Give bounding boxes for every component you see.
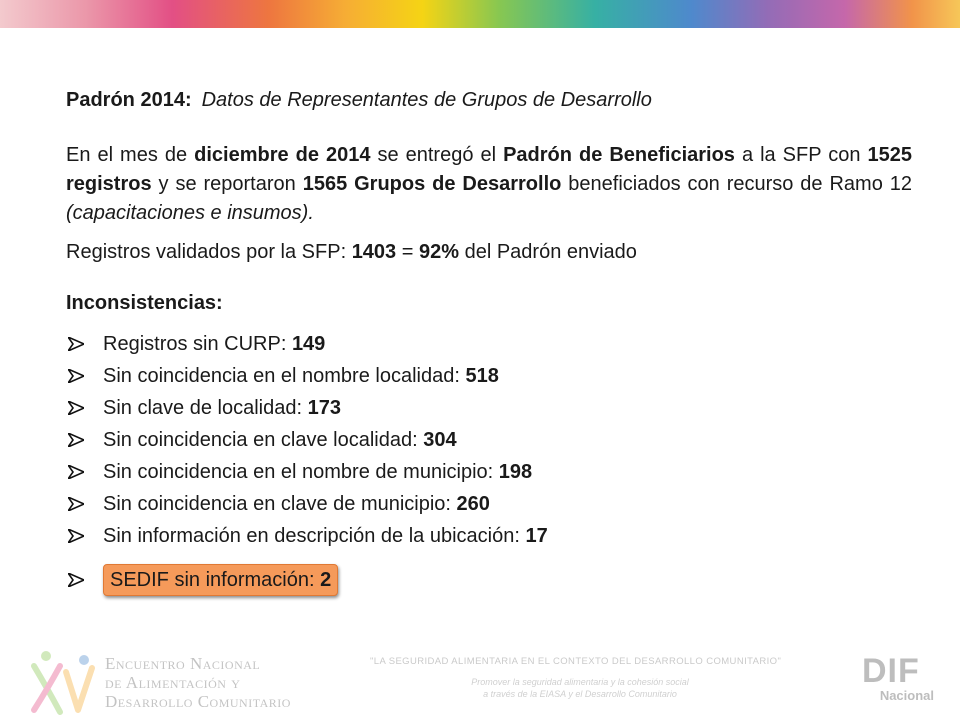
item-value: 17 [525,525,548,547]
validated-suffix: del Padrón enviado [459,241,637,263]
slogan-sub-line-2: a través de la EIASA y el Desarrollo Comunitario [483,689,677,699]
item-label: Sin coincidencia en el nombre localidad: [103,365,466,387]
top-color-band [0,0,960,28]
validated-equals: = [396,241,419,263]
paragraph-bold-registros: 1525 registros [66,144,912,195]
footer-slogan: "LA SEGURIDAD ALIMENTARIA EN EL CONTEXTO DEL DESARROLLO COMUNITARIO" [370,656,782,667]
paragraph-bold-grupos: 1565 Grupos de Desarrollo [302,173,562,195]
list-item-highlighted [66,564,912,596]
paragraph-italic-note: (capacitaciones e insumos). [66,202,314,224]
arrow-bullet-icon [66,520,88,552]
inconsistencies-list [66,328,912,596]
event-line-3: Desarrollo Comunitario [105,692,291,711]
item-value: 518 [465,365,499,387]
slide-content [66,86,912,596]
validated-records-line [66,238,912,267]
sedif-highlight-box [103,564,338,596]
list-item [66,328,912,360]
paragraph-text: se entregó el [370,144,504,166]
list-item [66,392,912,424]
arrow-bullet-icon [66,456,88,488]
item-label: Sin coincidencia en clave localidad: [103,429,424,451]
item-value: 304 [423,429,457,451]
paragraph-text: y se reportaron [151,173,303,195]
paragraph-text: beneficiados con recurso de Ramo 12 [561,173,913,195]
footer-watermark [0,640,960,720]
xv-logo-icon [26,646,96,716]
item-label: Sin coincidencia en el nombre de municipio: [103,461,499,483]
event-line-1: Encuentro Nacional [105,654,261,673]
summary-paragraph [66,141,912,228]
title-subtitle: Datos de Representantes de Grupos de Desarrollo [201,89,652,111]
item-value: 149 [291,333,326,355]
paragraph-bold-padron: Padrón de Beneficiarios [503,144,735,166]
list-item [66,456,912,488]
footer-slogan-sub [450,676,710,700]
item-value: 260 [456,493,490,515]
slogan-sub-line-1: Promover la seguridad alimentaria y la cohesión social [471,677,689,687]
list-item [66,488,912,520]
paragraph-text: a la SFP con [734,144,868,166]
inconsistencies-title: Inconsistencias: [66,292,223,314]
slide-title [66,86,912,115]
item-label: Sin coincidencia en clave de municipio: [103,493,457,515]
dif-logo [862,654,934,716]
paragraph-bold-date: diciembre de 2014 [194,144,371,166]
item-label: Sin clave de localidad: [103,397,308,419]
dif-logo-sub: Nacional [879,688,934,703]
arrow-bullet-icon [66,392,88,424]
list-item [66,520,912,552]
validated-label: Registros validados por la SFP: [66,241,352,263]
item-label: SEDIF sin información: [110,569,321,591]
validated-percent: 92% [418,241,460,263]
paragraph-text: En el mes de [66,144,195,166]
title-label: Padrón 2014: [66,89,192,111]
arrow-bullet-icon [66,360,88,392]
item-label: Registros sin CURP: [103,333,292,355]
dif-logo-letters: DIF [862,652,920,690]
event-line-2: de Alimentación y [105,673,241,692]
item-value: 198 [498,461,533,483]
item-value: 2 [320,569,332,591]
list-item [66,424,912,456]
arrow-bullet-icon [66,564,88,596]
list-item [66,360,912,392]
event-name [105,654,291,711]
item-value: 173 [307,397,341,419]
item-label: Sin información en descripción de la ubicación: [103,525,526,547]
arrow-bullet-icon [66,328,88,360]
arrow-bullet-icon [66,424,88,456]
validated-count: 1403 [351,241,397,263]
arrow-bullet-icon [66,488,88,520]
